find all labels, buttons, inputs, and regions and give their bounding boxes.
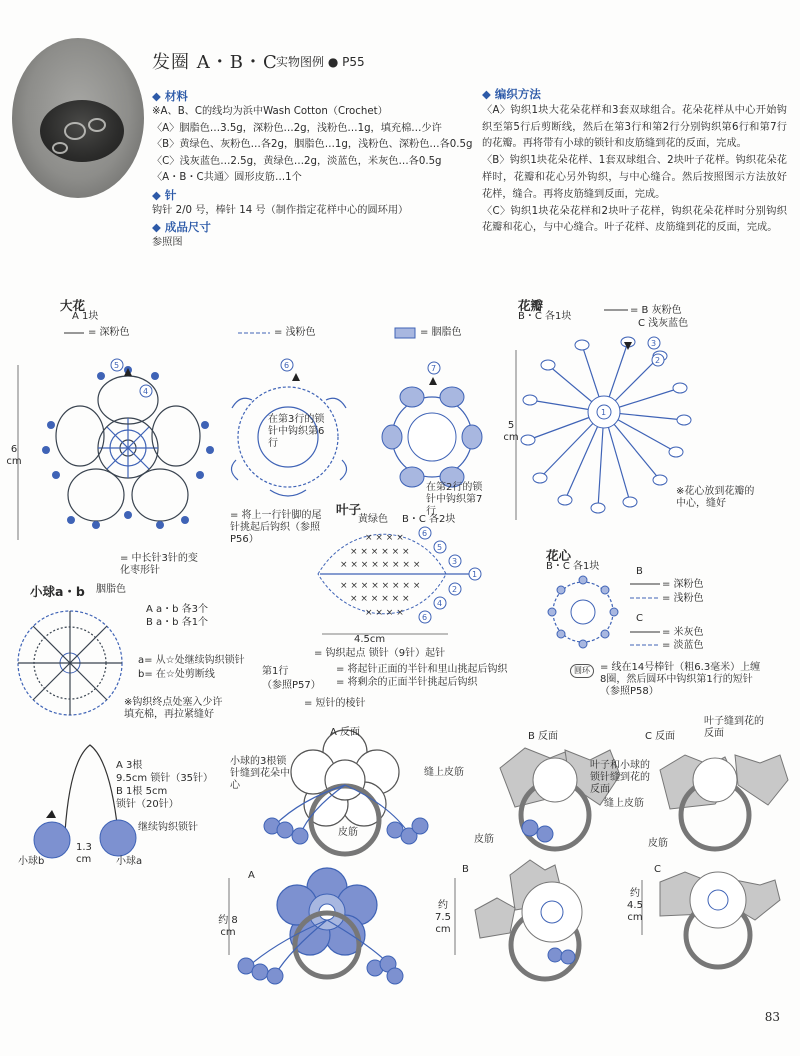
petal-legend-c: C 浅灰蓝色 xyxy=(638,318,689,329)
bobble-stitch-note: = 中长针3针的变化枣形针 xyxy=(120,553,198,576)
svg-text:× × × × × ×: × × × × × × xyxy=(350,547,410,557)
svg-text:3: 3 xyxy=(651,339,657,348)
svg-text:4: 4 xyxy=(437,599,443,608)
assembly-c-back xyxy=(660,755,788,849)
big-flower-count: A 1块 xyxy=(72,311,99,322)
assembly-b-back-label: B 反面 xyxy=(528,731,559,742)
needle-line: 钩针 2/0 号，棒针 14 号（制作指定花样中心的圆环用） xyxy=(152,204,409,216)
method-paragraph: 〈C〉钩织1块花朵花样和2块叶子花样，钩织花朵花样时分别钩织花瓣和花心，与中心缝合。叶子花样、皮筋缝到花的反面，完成。 xyxy=(482,205,787,234)
slip-note: = 将上一行针脚的尾针挑起后钩织（参照P56） xyxy=(230,510,322,545)
page-number: 83 xyxy=(764,1010,780,1024)
petal-legend-b: = B 灰粉色 xyxy=(630,305,682,316)
photo-reference: 实物图例 ● P55 xyxy=(276,55,365,69)
assembly-b-note: 叶子和小球的锁针缝到花的反面 xyxy=(590,760,650,795)
materials-line: 〈A〉胭脂色…3.5g，深粉色…2g，浅粉色…1g，填充棉…少许 xyxy=(152,122,442,134)
band-label-c: 皮筋 xyxy=(648,838,668,849)
ring-symbol: 圆环 xyxy=(570,664,594,678)
svg-text:5: 5 xyxy=(114,361,120,370)
leaf-row1-b: = 将剩余的正面半针挑起后钩织 xyxy=(336,677,478,688)
leaf-color: 黄绿色 xyxy=(358,514,388,525)
svg-text:7: 7 xyxy=(431,364,437,373)
leaf-chart xyxy=(318,527,481,634)
page-title: 发圈 A・B・C xyxy=(152,52,278,73)
materials-note: ※A、B、C的线均为浜中Wash Cotton（Crochet） xyxy=(152,106,388,117)
chain-a-length: 9.5cm 锁针（35针） xyxy=(116,773,214,784)
assembly-c-back-label: C 反面 xyxy=(645,731,676,742)
materials-line: 〈C〉浅灰蓝色…2.5g，黄绿色…2g，淡蓝色，米灰色…各0.5g xyxy=(152,155,442,167)
assembly-b-size: 约 7.5 cm xyxy=(435,900,451,935)
svg-text:1: 1 xyxy=(601,408,607,417)
flower-center-label-c: C xyxy=(636,613,643,624)
stuffing-note: ※钩织终点处塞入少许填充棉，再拉紧缝好 xyxy=(124,697,223,720)
petal-title: 花瓣 xyxy=(518,298,544,313)
svg-text:1: 1 xyxy=(472,570,478,579)
flower-center-count: B・C 各1块 xyxy=(546,561,600,572)
continue-chain-note: 继续钩织锁针 xyxy=(138,822,198,833)
leaf-row1-a: = 将起针正面的半针和里山挑起后钩织 xyxy=(336,664,508,675)
svg-text:4: 4 xyxy=(143,387,149,396)
small-ball-count-a: A a・b 各3个 xyxy=(146,604,209,615)
assembly-c-front-label: C xyxy=(654,864,661,875)
big-flower-title: 大花 xyxy=(60,298,86,313)
sew-band-label-b: 缝上皮筋 xyxy=(604,798,644,809)
small-ball-color: 胭脂色 xyxy=(96,584,126,595)
band-label-b: 皮筋 xyxy=(474,834,494,845)
materials-section: ◆ 材料 ※A、B、C的线均为浜中Wash Cotton（Crochet） 〈A〉胭脂色…3.5g，深粉色…2g，浅粉色…1g，填充棉…少许 〈B〉黄绿色、灰粉色…各2g，胭脂色…1g，浅粉色、深粉色…各0.5g 〈C〉浅灰蓝色…2.5g，黄绿色…2g，淡蓝色，米灰色…各0.5g 〈A・B・C共通〉圆形皮筋…1个 ◆ 针 钩针 2/0 号，棒针 14 号（制作指定花样中心的圆环用） ◆ 成品尺寸 参照图 xyxy=(152,104,482,252)
chain-a-count: A 3根 xyxy=(116,760,143,771)
leaf-start-note: = 钩织起点 锁针（9针）起针 xyxy=(314,648,446,659)
chain-b-count: B 1根 5cm xyxy=(116,786,168,797)
band-label-a: 皮筋 xyxy=(338,827,358,838)
row7-note: 在第2行的锁针中钩织第7行 xyxy=(426,482,483,517)
chain-b-length: 锁针（20针） xyxy=(116,799,179,810)
small-ball-count-b: B a・b 各1个 xyxy=(146,617,209,628)
petal-chart xyxy=(516,310,691,520)
big-flower-chart xyxy=(18,359,214,540)
assembly-a-size: 约 8 cm xyxy=(218,915,238,938)
materials-line: 〈B〉黄绿色、灰粉色…各2g，胭脂色…1g，浅粉色、深粉色…各0.5g xyxy=(152,139,473,150)
needle-heading: 针 xyxy=(164,187,177,202)
row7-chart xyxy=(382,362,482,487)
small-ball-chart xyxy=(18,611,122,715)
svg-text:× × × ×: × × × × xyxy=(365,533,404,543)
ball-a-label: 小球a xyxy=(116,856,143,867)
method-paragraph: 〈A〉钩织1块大花朵花样和3套双球组合。花朵花样从中心开始钩织至第5行后剪断线，然后在第3行和第2行分别钩织第6行和第7行的花瓣。再将带有小球的锁针和皮筋缝到花的反面，完成。 xyxy=(482,104,787,150)
assembly-b-front-label: B xyxy=(462,864,469,875)
svg-text:2: 2 xyxy=(452,585,458,594)
ball-note-b: b= 在☆处剪断线 xyxy=(138,669,215,680)
sew-band-label-a: 缝上皮筋 xyxy=(424,767,464,778)
svg-text:5: 5 xyxy=(437,543,443,552)
petal-size: 5 cm xyxy=(503,420,519,443)
leaf-count: B・C 各2块 xyxy=(402,514,456,525)
svg-text:6: 6 xyxy=(422,613,428,622)
method-heading: 编织方法 xyxy=(494,87,541,101)
assembly-c-note: 叶子缝到花的反面 xyxy=(704,716,764,739)
svg-text:6: 6 xyxy=(422,529,428,538)
flower-center-chart xyxy=(548,576,660,648)
assembly-a-front xyxy=(229,868,403,984)
legend-light-pink: = 浅粉色 xyxy=(274,327,316,338)
legend-rouge: = 胭脂色 xyxy=(420,327,462,338)
ball-gap: 1.3 cm xyxy=(76,842,92,865)
size-line: 参照图 xyxy=(152,237,183,248)
petal-note: ※花心放到花瓣的中心，缝好 xyxy=(676,486,755,509)
row6-note: 在第3行的锁针中钩织第6行 xyxy=(268,414,325,449)
petal-count: B・C 各1块 xyxy=(518,311,572,322)
leaf-title: 叶子 xyxy=(336,502,362,517)
ball-note-a: a= 从☆处继续钩织锁针 xyxy=(138,655,245,666)
assembly-a-front-label: A xyxy=(248,870,255,881)
svg-text:3: 3 xyxy=(452,557,458,566)
short-stitch-note: = 短针的棱针 xyxy=(304,698,366,709)
legend-deep-pink: = 深粉色 xyxy=(88,327,130,338)
svg-text:× × × × × × × ×: × × × × × × × × xyxy=(340,581,421,591)
materials-line: 〈A・B・C共通〉圆形皮筋…1个 xyxy=(152,172,302,183)
flower-center-b-light: = 浅粉色 xyxy=(662,593,704,604)
leaf-size: 4.5cm xyxy=(354,634,386,645)
leaf-row1-title: 第1行 xyxy=(262,666,289,677)
flower-center-c-blue: = 淡蓝色 xyxy=(662,640,704,651)
flower-center-b-deep: = 深粉色 xyxy=(662,579,704,590)
ball-b-label: 小球b xyxy=(18,856,45,867)
assembly-b-front xyxy=(455,860,582,979)
method-section: ◆ 编织方法 〈A〉钩织1块大花朵花样和3套双球组合。花朵花样从中心开始钩织至第5行后剪断线，然后在第3行和第2行分别钩织第6行和第7行的花瓣。再将带有小球的锁针和皮筋缝到花的反面，完成。 〈B〉钩织1块花朵花样、1套双球组合、2块叶子花样。钩织花朵花样时，花瓣和花心另外钩织，与中心缝合。然后按照图示方法放好花样，缝合。再将皮筋缝到反面，完成。 〈C〉钩织1块花朵花样和2块叶子花样，钩织花朵花样时分别钩织花瓣和花心，与中心缝合。叶子花样、皮筋缝到花的反面，完成。 xyxy=(482,102,787,237)
assembly-a-note: 小球的3根锁针缝到花朵中心 xyxy=(230,756,290,791)
flower-center-title: 花心 xyxy=(546,548,572,563)
assembly-c-front xyxy=(642,872,780,967)
materials-heading: 材料 xyxy=(164,89,188,103)
big-flower-size: 6 cm xyxy=(6,444,22,467)
small-ball-title: 小球a・b xyxy=(30,584,85,599)
svg-text:× × × × × ×: × × × × × × xyxy=(350,594,410,604)
method-paragraph: 〈B〉钩织1块花朵花样、1套双球组合、2块叶子花样。钩织花朵花样时，花瓣和花心另外钩织，与中心缝合。然后按照图示方法放好花样，缝合。再将皮筋缝到反面，完成。 xyxy=(482,155,787,200)
svg-text:× × × × × × × ×: × × × × × × × × xyxy=(340,560,421,570)
assembly-a-back-label: A 反面 xyxy=(330,727,361,738)
svg-text:× × × ×: × × × × xyxy=(365,608,404,618)
assembly-c-size: 约 4.5 cm xyxy=(627,888,643,923)
leaf-row1-ref: （参照P57） xyxy=(262,680,321,691)
size-heading: 成品尺寸 xyxy=(164,220,211,234)
flower-center-label-b: B xyxy=(636,566,643,577)
svg-text:2: 2 xyxy=(655,356,661,365)
svg-text:6: 6 xyxy=(284,361,290,370)
ring-note: = 线在14号棒针（粗6.3毫米）上缠8圈，然后圆环中钩织第1行的短针（参照P58） xyxy=(600,662,761,697)
flower-center-c-beige: = 米灰色 xyxy=(662,627,704,638)
